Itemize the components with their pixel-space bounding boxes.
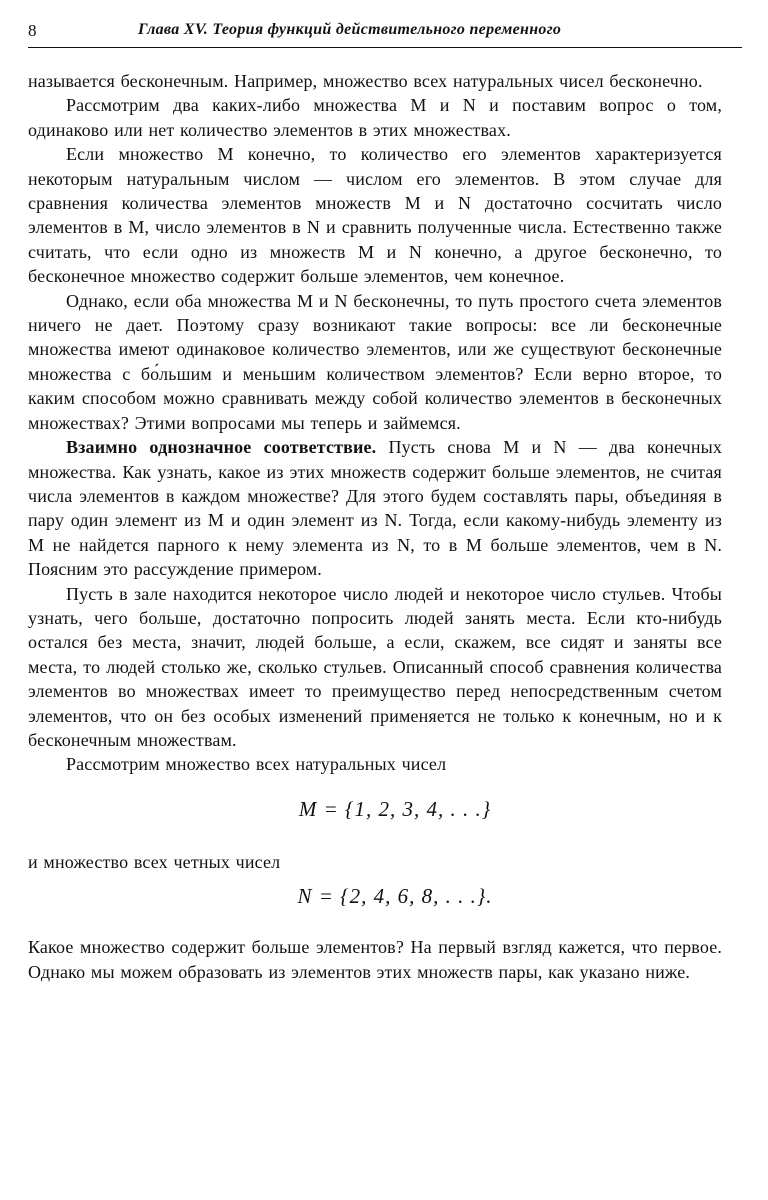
formula-set-n: N = {2, 4, 6, 8, . . .}. xyxy=(297,884,493,909)
page-number: 8 xyxy=(28,21,37,40)
running-title: Глава XV. Теория функций действительного переменного xyxy=(138,21,562,38)
paragraph-5 xyxy=(28,435,722,581)
paragraph-8: и множество всех четных чисел xyxy=(28,851,281,872)
paragraph-4: Однако, если оба множества M и N бесконечны, то путь простого счета элементов ничего не дает. Поэтому сразу возникают такие вопросы: все ли бесконечные множества имеют одинаковое количество элементов, или же существуют бесконечные множества с бо́льшим и меньшим количеством элементов? Если верно второе, то каким способом можно сравнивать между собой количество элементов в бесконечных множествах? Этими вопросами мы теперь и займемся. xyxy=(28,290,722,433)
paragraph-6: Пусть в зале находится некоторое число людей и некоторое число стульев. Чтобы узнать, чего больше, достаточно попросить людей занять места. Если кто-нибудь остался без места, значит, людей больше, а если, скажем, все сидят и заняты все места, то людей столько же, сколько стульев. Описанный способ сравнения количества элементов во множествах имеет то преимущество перед непосредственным счетом элементов, что он без особых изменений применяется не только к конечным, но и к бесконечным множествам. xyxy=(28,583,722,750)
paragraph-3: Если множество M конечно, то количество его элементов характеризуется некоторым натуральным числом — числом его элементов. В этом случае для сравнения количества элементов множеств M и N достаточно сосчитать число элементов в M, число элементов в N и сравнить полученные числа. Естественно также считать, что если одно из множеств M и N конечно, а другое бесконечно, то бесконечное множество содержит больше элементов, чем конечное. xyxy=(28,144,722,287)
formula-set-m: M = {1, 2, 3, 4, . . .} xyxy=(298,796,492,821)
page-header xyxy=(28,18,742,44)
paragraph-7: Рассмотрим множество всех натуральных чисел xyxy=(66,754,447,775)
paragraph-5-text: Пусть снова M и N — два конечных множества. Как узнать, какое из этих множеств содержит больше элементов, не считая числа элементов в каждом множестве? Для этого будем составлять пары, объединяя в пару один элемент из M и один элемент из N. Тогда, если какому-нибудь элементу из M не найдется парного к нему элемента из N, то в M больше элементов, чем в N. Поясним это рассуждение примером. xyxy=(28,437,722,580)
page-body xyxy=(28,69,722,984)
paragraph-1: называется бесконечным. Например, множество всех натуральных чисел бесконечно. xyxy=(28,71,703,91)
header-rule xyxy=(28,47,742,48)
paragraph-2: Рассмотрим два каких-либо множества M и N и поставим вопрос о том, одинаково или нет количество элементов в этих множествах. xyxy=(28,95,722,140)
section-lead-heading: Взаимно однозначное соответствие. xyxy=(66,437,377,458)
paragraph-9: Какое множество содержит больше элементов? На первый взгляд кажется, что первое. Однако мы можем образовать из элементов этих множеств пары, как указано ниже. xyxy=(28,937,722,982)
